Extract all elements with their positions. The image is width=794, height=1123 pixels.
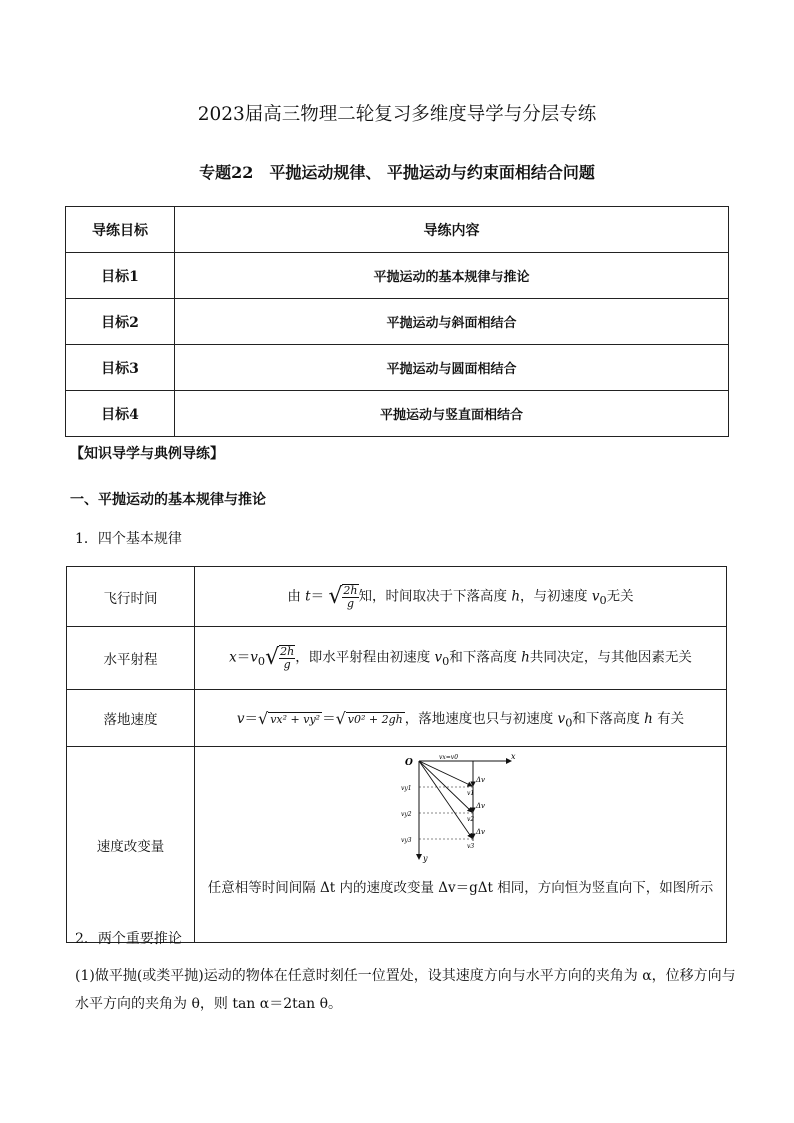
radical-sign: √ xyxy=(265,645,280,670)
rule-content xyxy=(195,747,727,943)
var-h: h xyxy=(511,588,521,604)
var-v: v xyxy=(557,710,566,727)
subscript: 0 xyxy=(565,716,573,730)
rule-content xyxy=(195,627,727,690)
diagram-caption: 任意相等时间间隔 Δt 内的速度改变量 Δv＝gΔt 相同，方向恒为竖直向下，如图所示 xyxy=(207,880,714,896)
radical-sign: √ xyxy=(257,709,269,729)
numerator: 2h xyxy=(280,645,295,658)
var-h: h xyxy=(521,649,530,666)
goal-label: 目标4 xyxy=(66,391,175,437)
paragraph-line: (1)做平抛(或类平抛)运动的物体在任意时刻任一位置处，设其速度方向与水平方向的夹角为 α，位移方向与 xyxy=(75,968,736,984)
goal-content: 平抛运动与斜面相结合 xyxy=(175,299,729,345)
goals-col2-header: 导练内容 xyxy=(175,207,729,253)
sqrt-fraction xyxy=(328,584,358,610)
radical-sign: √ xyxy=(335,709,346,729)
sub2-heading: 2．两个重要推论 xyxy=(75,931,182,947)
var-v: v xyxy=(250,649,258,666)
v3-vector xyxy=(419,761,472,838)
denominator: g xyxy=(346,596,354,610)
goal-content: 平抛运动与圆面相结合 xyxy=(175,345,729,391)
text: ，与初速度 xyxy=(520,588,592,604)
rule-label: 飞行时间 xyxy=(67,567,195,627)
goal-label: 目标3 xyxy=(66,345,175,391)
goal-content: 平抛运动的基本规律与推论 xyxy=(175,253,729,299)
var-v: v xyxy=(236,710,245,727)
text-pre: 由 xyxy=(287,588,306,604)
table-row xyxy=(67,627,727,690)
text: 有关 xyxy=(652,710,685,727)
numerator: 2h xyxy=(343,583,358,597)
equals: ＝ xyxy=(310,588,325,604)
dv-label: Δv xyxy=(475,776,485,784)
var-h: h xyxy=(644,710,653,727)
document-title: 2023届高三物理二轮复习多维度导学与分层专练 xyxy=(197,104,597,125)
sqrt-expression xyxy=(258,711,322,727)
goals-col1-header: 导练目标 xyxy=(66,207,175,253)
var-t: t xyxy=(305,588,311,604)
text: 和下落高度 xyxy=(572,710,645,727)
paragraph-line: 水平方向的夹角为 θ，则 tan α＝2tan θ。 xyxy=(75,996,342,1012)
denominator: g xyxy=(283,658,291,671)
var-v: v xyxy=(591,588,600,604)
equals: ＝ xyxy=(236,649,251,666)
v2-label: v2 xyxy=(466,816,474,823)
rule-content xyxy=(195,567,727,627)
dv-label: Δv xyxy=(475,802,485,810)
goal-content: 平抛运动与竖直面相结合 xyxy=(175,391,729,437)
v1-vector xyxy=(419,761,472,786)
equals: ＝ xyxy=(244,710,258,727)
subscript: 0 xyxy=(257,655,266,669)
y-axis-label: y xyxy=(422,854,428,863)
rule-label: 水平射程 xyxy=(67,627,195,690)
rule-label: 落地速度 xyxy=(67,690,195,747)
fraction xyxy=(342,584,358,610)
equals: ＝ xyxy=(322,710,336,727)
fraction xyxy=(279,645,295,671)
sqrt-fraction xyxy=(265,645,295,671)
table-row xyxy=(67,747,727,943)
text: 共同决定，与其他因素无关 xyxy=(529,649,692,666)
text: ，即水平射程由初速度 xyxy=(295,649,435,666)
v1-label: v1 xyxy=(466,790,474,797)
radicand: v0² + 2gh xyxy=(347,713,403,727)
radical-sign: √ xyxy=(328,583,343,609)
text: 知，时间取决于下落高度 xyxy=(358,588,512,604)
rules-table xyxy=(66,566,727,943)
vy2-label: vy2 xyxy=(400,811,412,818)
rule-content xyxy=(195,690,727,747)
radicand: vx² + vy² xyxy=(270,713,321,727)
goal-label: 目标1 xyxy=(66,253,175,299)
table-row xyxy=(66,253,729,299)
text: 无关 xyxy=(606,588,634,604)
x-axis-label: x xyxy=(510,753,516,761)
origin-label: O xyxy=(404,758,413,768)
rule-label: 速度改变量 xyxy=(67,747,195,943)
subscript: 0 xyxy=(599,593,607,607)
velocity-diagram xyxy=(401,753,521,868)
goals-table xyxy=(65,206,729,437)
vx-label: vx=v0 xyxy=(438,754,458,761)
dv-label: Δv xyxy=(475,828,485,836)
part1-heading: 一、平抛运动的基本规律与推论 xyxy=(70,492,266,508)
goals-table-header-row xyxy=(66,207,729,253)
document-subtitle: 专题22 平抛运动规律、 平抛运动与约束面相结合问题 xyxy=(199,163,595,182)
table-row xyxy=(66,345,729,391)
v2-vector xyxy=(419,761,472,812)
table-row xyxy=(67,690,727,747)
sqrt-expression xyxy=(336,711,405,727)
table-row xyxy=(67,567,727,627)
v3-label: v3 xyxy=(466,843,474,850)
vy1-label: vy1 xyxy=(400,785,412,792)
goal-label: 目标2 xyxy=(66,299,175,345)
section-heading: 【知识导学与典例导练】 xyxy=(70,446,224,462)
sub1-heading: 1．四个基本规律 xyxy=(75,531,182,547)
var-v: v xyxy=(434,649,443,666)
table-row xyxy=(66,299,729,345)
table-row xyxy=(66,391,729,437)
text: 和下落高度 xyxy=(449,649,522,666)
subscript: 0 xyxy=(442,655,450,669)
text: ，落地速度也只与初速度 xyxy=(404,710,558,727)
vy3-label: vy3 xyxy=(400,837,412,844)
var-x: x xyxy=(229,649,237,666)
